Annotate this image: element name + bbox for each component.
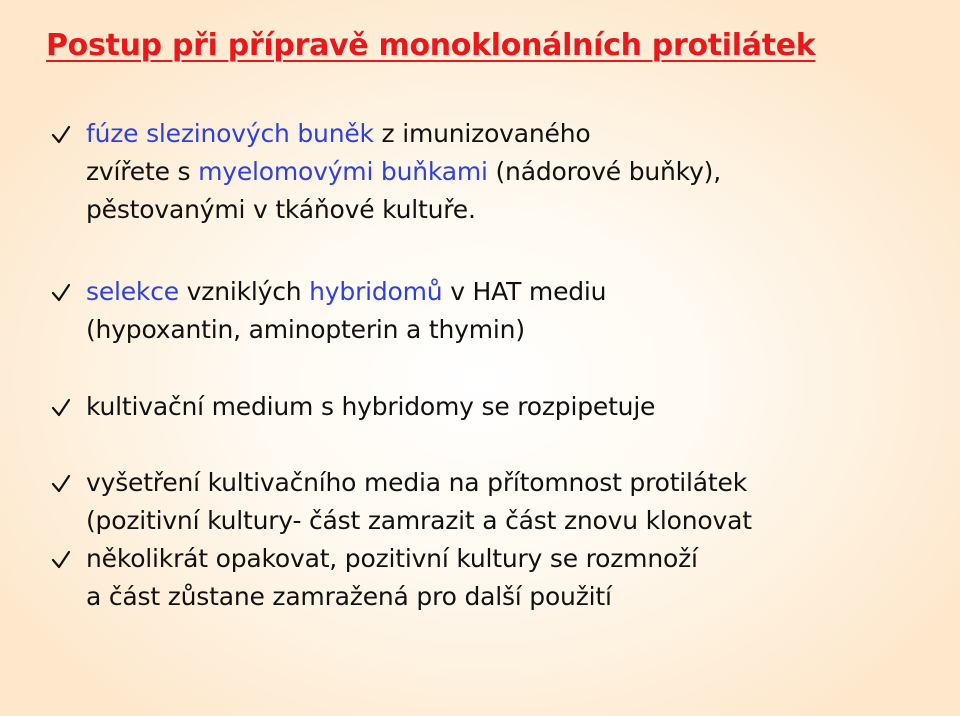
bullet-line bbox=[86, 311, 606, 349]
bullet-item bbox=[86, 464, 752, 540]
bullet-text: zvířete s bbox=[86, 157, 199, 186]
checkmark-icon bbox=[50, 124, 72, 146]
bullet-line bbox=[86, 540, 698, 578]
bullet-text: vzniklých bbox=[178, 277, 310, 306]
bullet-line bbox=[86, 191, 721, 229]
bullet-text: v HAT mediu bbox=[442, 277, 607, 306]
bullet-text: vyšetření kultivačního media na přítomnost protilátek bbox=[86, 468, 747, 497]
checkmark-icon bbox=[50, 473, 72, 495]
bullet-line bbox=[86, 115, 721, 153]
bullet-text: a část zůstane zamražená pro další použití bbox=[86, 582, 612, 611]
bullet-line bbox=[86, 153, 721, 191]
highlighted-term: myelomovými buňkami bbox=[198, 157, 488, 186]
bullet-text: (nádorové buňky), bbox=[487, 157, 721, 186]
checkmark-icon bbox=[50, 549, 72, 571]
checkmark-icon bbox=[50, 397, 72, 419]
bullet-text: několikrát opakovat, pozitivní kultury se rozmnoží bbox=[86, 544, 698, 573]
bullet-text: (hypoxantin, aminopterin a thymin) bbox=[86, 315, 525, 344]
highlighted-term: fúze slezinových buněk bbox=[86, 119, 374, 148]
bullet-text: kultivační medium s hybridomy se rozpipetuje bbox=[86, 392, 656, 421]
bullet-line bbox=[86, 464, 752, 502]
bullet-item bbox=[86, 540, 698, 616]
bullet-item bbox=[86, 273, 606, 349]
bullet-text: z imunizovaného bbox=[373, 119, 591, 148]
bullet-line bbox=[86, 273, 606, 311]
bullet-line bbox=[86, 578, 698, 616]
checkmark-icon bbox=[50, 282, 72, 304]
bullet-text: (pozitivní kultury- část zamrazit a část znovu klonovat bbox=[86, 506, 752, 535]
bullet-line bbox=[86, 388, 655, 426]
bullet-line bbox=[86, 502, 752, 540]
slide-title: Postup při přípravě monoklonálních protilátek bbox=[46, 28, 816, 63]
bullet-text: pěstovanými v tkáňové kultuře. bbox=[86, 195, 476, 224]
bullet-item bbox=[86, 115, 721, 229]
bullet-item bbox=[86, 388, 655, 426]
highlighted-term: hybridomů bbox=[309, 277, 443, 306]
highlighted-term: selekce bbox=[86, 277, 179, 306]
